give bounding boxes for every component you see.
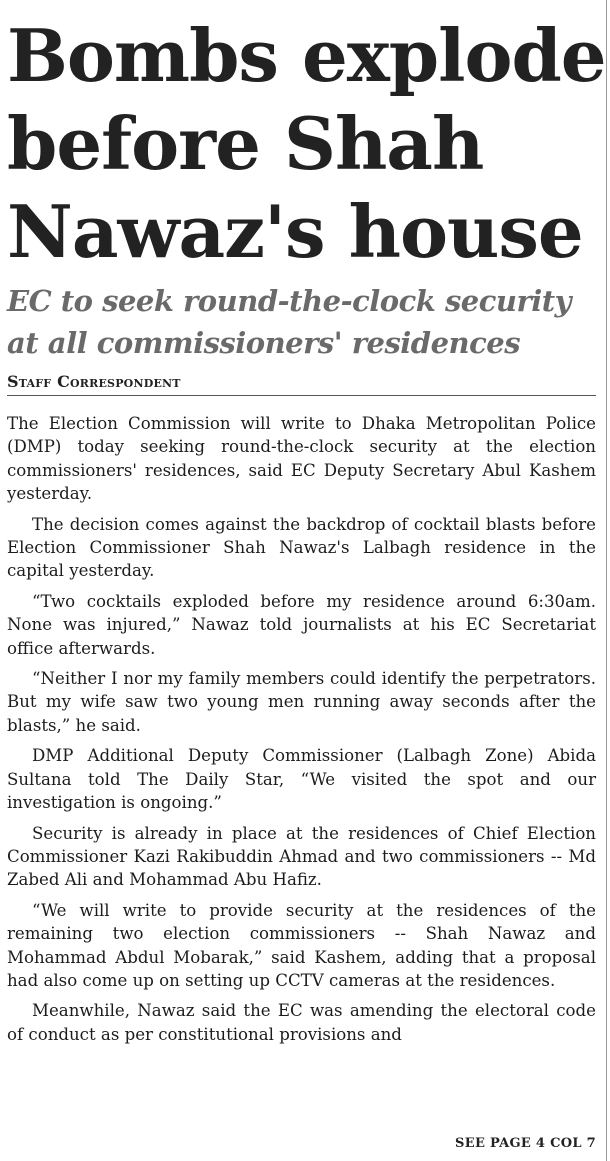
headline-line-2: before Shah xyxy=(7,101,484,186)
headline-line-1: Bombs explode xyxy=(7,13,606,98)
headline-line-3: Nawaz's house xyxy=(7,189,583,274)
continued-on-link[interactable]: SEE PAGE 4 COL 7 xyxy=(455,1136,596,1151)
paragraph-6: Security is already in place at the residences of Chief Election Commissioner Kazi Rakibuddin Ahmad and two commissioners -- Md Zabed Ali and Mohammad Abu Hafiz. xyxy=(7,823,596,890)
subheadline-line-1: EC to seek round-the-clock security xyxy=(7,284,572,318)
byline: Staff Correspondent xyxy=(7,372,596,396)
headline xyxy=(7,0,606,276)
paragraph-8: Meanwhile, Nawaz said the EC was amending the electoral code of conduct as per constitutional provisions and xyxy=(7,1001,596,1044)
paragraph-4: “Neither I nor my family members could identify the perpetrators. But my wife saw two young men running away seconds after the blasts,” he said. xyxy=(7,669,596,735)
column-rule xyxy=(606,0,607,1161)
article-body xyxy=(7,412,596,1046)
paragraph-7: “We will write to provide security at the residences of the remaining two election commissioners -- Shah Nawaz and Mohammad Abdul Mobarak,” said Kashem, adding that a proposal had also come up on setting up CCTV cameras at the residences. xyxy=(7,900,596,990)
paragraph-2: The decision comes against the backdrop of cocktail blasts before Election Commissioner Shah Nawaz's Lalbagh residence in the capital yesterday. xyxy=(7,514,596,581)
paragraph-5: DMP Additional Deputy Commissioner (Lalbagh Zone) Abida Sultana told The Daily Star, “We visited the spot and our investigation is ongoing.” xyxy=(7,746,596,813)
paragraph-1: The Election Commission will write to Dhaka Metropolitan Police (DMP) today seeking round-the-clock security at the election commissioners' residences, said EC Deputy Secretary Abul Kashem yesterday. xyxy=(7,414,596,504)
subheadline xyxy=(7,280,596,364)
paragraph-3: “Two cocktails exploded before my residence around 6:30am. None was injured,” Nawaz told journalists at his EC Secretariat office afterwards. xyxy=(7,591,596,658)
subheadline-line-2: at all commissioners' residences xyxy=(7,326,521,360)
